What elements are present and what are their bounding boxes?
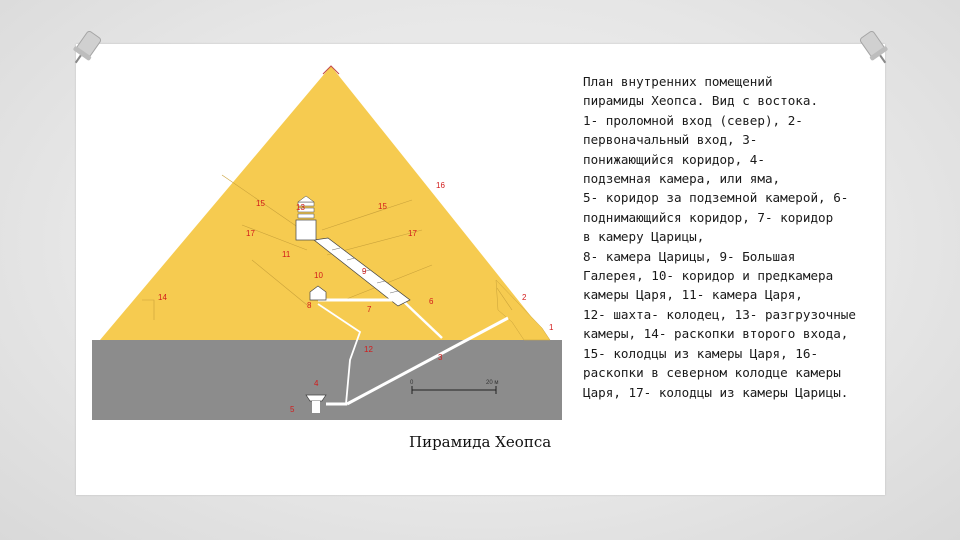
label-8: 8 [307,301,312,310]
label-4: 4 [314,379,319,388]
legend-line: План внутренних помещений [583,74,773,89]
label-9: 9 [362,267,367,276]
legend-line: 12- шахта- колодец, 13- разгрузочные [583,306,856,322]
legend-line: Царя, 17- колодцы из камеры Царицы. [583,384,849,400]
figure-title: Пирамида Хеопса [409,433,552,451]
label-6: 6 [429,297,434,306]
label-15-right: 15 [378,202,387,211]
pushpin-icon [855,28,895,68]
label-10: 10 [314,271,323,280]
legend-line: понижающийся коридор, 4- [583,151,765,167]
scale-end-label: 20 м [486,380,499,386]
label-13: 13 [296,203,305,212]
legend-line: 5- коридор за подземной камерой, 6- [583,190,849,206]
label-2: 2 [522,293,527,302]
label-16: 16 [436,181,445,190]
legend-line: камеры, 14- раскопки второго входа, [583,326,849,342]
label-3: 3 [438,353,443,362]
legend-line: 1- проломной вход (север), 2- [583,112,803,128]
legend-line: 15- колодцы из камеры Царя, 16- [583,345,819,361]
legend-line: 8- камера Царицы, 9- Большая [583,248,796,264]
label-17-right: 17 [408,229,417,238]
legend-line: в камеру Царицы, [583,229,705,245]
legend-line: Галерея, 10- коридор и предкамера [583,268,834,284]
label-11: 11 [282,250,291,259]
legend-line: раскопки в северном колодце камеры [583,365,841,381]
scale-zero-label: 0 [410,380,414,386]
label-7: 7 [367,305,372,314]
legend-line: первоначальный вход, 3- [583,132,758,148]
subterranean-chamber [306,395,326,401]
label-15-left: 15 [256,199,265,208]
pyramid-cross-section-diagram [92,60,562,420]
label-5: 5 [290,405,295,414]
label-1: 1 [549,323,554,332]
legend-line: подземная камера, или яма, [583,171,781,187]
label-12: 12 [364,345,373,354]
label-14: 14 [158,293,167,302]
legend-line: поднимающийся коридор, 7- коридор [583,209,834,225]
label-17-left: 17 [246,229,255,238]
legend-line: камеры Царя, 11- камера Царя, [583,287,803,303]
legend-line: пирамиды Хеопса. Вид с востока. [583,93,819,109]
diagram-legend-text [583,72,873,402]
